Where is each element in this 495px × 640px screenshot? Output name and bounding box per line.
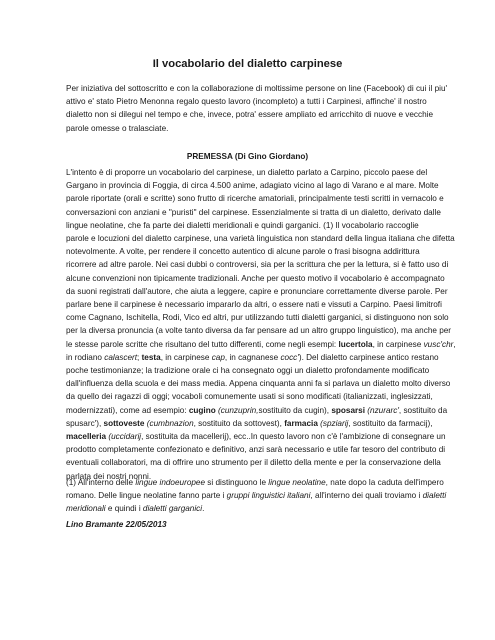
body-text: ). Del dialetto carpinese antico restano: [298, 352, 439, 362]
footnote-term: gruppi linguistici italiani: [226, 491, 311, 501]
footnote-line: [66, 502, 448, 515]
body-line: Gargano in provincia di Foggia, di circa 4.500 anime, adagiato vicino al lago di Varano e al mare. Molte: [66, 181, 439, 191]
body-text: , sostituito da farmacij),: [348, 418, 433, 428]
footnote-text: romano. Delle lingue neolatine fanno parte i: [66, 491, 227, 501]
footnote-term: lingue neolatine: [268, 478, 326, 487]
document-title: Il vocabolario del dialetto carpinese: [152, 58, 343, 70]
body-line: parole riportate (orali e scritte) sono frutto di ricerche amatoriali, principalmente testi scritti in vernacolo e: [66, 194, 444, 204]
footnote-line: [66, 476, 448, 489]
footnote-text: .: [202, 504, 205, 514]
dialect-word: cap: [211, 352, 225, 362]
body-line: eventuali collaboratori, ma di offrire uno strumento per il diletto della mente e per la conservazione della: [66, 458, 441, 468]
footnote-paragraph: [66, 476, 448, 516]
body-line: notevolmente. A volte, per rendere il concetto autentico di alcune parole o frasi bisogna addirittura: [66, 247, 420, 257]
intro-line: attivo e' stato Pietro Menonna regalo questo lavoro (incompleto) a tutti i Carpinesi, affinche' il nostro: [66, 97, 427, 107]
footnote-term: meridionali: [66, 504, 106, 514]
premessa-paragraph: [66, 166, 456, 483]
footnote-text: e quindi i: [105, 504, 143, 514]
body-line: poche testimonianze; la tradizione orale ci ha consegnato oggi un dialetto profondamente modificato: [66, 366, 430, 376]
body-text: ;: [137, 352, 142, 362]
body-text: , sostituito da sottovest),: [193, 418, 285, 428]
body-line: per la diversa pronuncia (a volte tanto diversa da far pensare ad un altro gruppo linguistico), ma anche per: [66, 326, 452, 336]
dialect-word: (spziarij: [317, 418, 349, 428]
dialect-word: cocc': [280, 352, 299, 362]
body-line: dall'influenza della scuola e dei mass media. Appena cinquanta anni fa si parlava un dialetto molto diverso: [66, 379, 451, 389]
dialect-word: (nzurarc': [365, 405, 399, 415]
body-text: le stesse parole scritte che risultano del tutto differenti, come negli esempi:: [66, 339, 339, 349]
body-line: parlare bene il carpinese è necessario impararlo da altri, o essere nati e vissuti a Carpino. Paesi limitrofi: [66, 300, 442, 310]
body-text: , in cagnanese: [224, 352, 281, 362]
footnote-line: [66, 489, 448, 502]
example-word: sposarsi: [331, 405, 366, 415]
example-word: cugino: [188, 405, 216, 415]
body-text: , sostituita da macellerij), ecc..In questo lavoro non c'è l'ambizione di consegnare un: [141, 432, 446, 442]
body-text: , in carpinese: [160, 352, 212, 362]
dialect-word: (cumbnazion: [144, 418, 194, 428]
body-text: , sostituito da: [398, 405, 448, 415]
footnote-text: , all'interno dei quali troviamo i: [310, 491, 423, 501]
body-text: , in carpinese: [372, 339, 424, 349]
footnote-term: lingue indoeuropee: [135, 478, 206, 487]
example-word: testa: [141, 352, 161, 362]
footnote-text: si distinguono le: [205, 478, 269, 487]
body-line: lingue neolatine, che fa parte dei dialetti meridionali e quindi garganici. (1) Il vocabolario raccoglie: [66, 220, 419, 230]
body-line: conversazioni con anziani e "puristi" del carpinese. Essenzialmente si tratta di un dialetto, derivato dalle: [66, 207, 441, 217]
premessa-heading: PREMESSA (Di Gino Giordano): [186, 152, 309, 161]
body-line: parlata dei nostri nonni.: [66, 471, 152, 481]
body-text: spusarc'),: [66, 418, 104, 428]
body-line: [66, 404, 448, 417]
body-line: [66, 338, 456, 351]
dialect-word: (cunzuprin,: [215, 405, 259, 415]
body-text: sostituito da cugin),: [258, 405, 332, 415]
body-line: parole e locuzioni del dialetto carpinese, una varietà linguistica non standard della lingua italiana che difetta: [66, 234, 455, 244]
footnote-term: dialetti: [422, 491, 447, 501]
example-word: farmacia: [284, 418, 318, 428]
footnote-text: (1) All'interno delle: [66, 478, 136, 487]
body-line: [66, 430, 448, 443]
intro-line: dialetto non si dilegui nel tempo e che, invece, potra' essere ampliato ed arricchito di nuove e vecchie: [66, 110, 434, 120]
body-text: modernizzati), come ad esempio:: [66, 405, 189, 415]
footnote-term: dialetti garganici: [142, 504, 203, 514]
body-line: [66, 417, 448, 430]
example-word: sottoveste: [103, 418, 145, 428]
footnote-text: , nate dopo la caduta dell'impero: [325, 478, 444, 487]
example-word: macelleria: [66, 432, 107, 442]
body-line: ricorrere ad altre parole. Nei casi dubbi o controversi, sia per la scrittura che per la lettura, si è fatto uso di: [66, 260, 449, 270]
signature: Lino Bramante 22/05/2013: [66, 520, 167, 529]
body-line: alcune convenzioni non tipicamente tradizionali. Anche per questo motivo il vocabolario è accompagnato: [66, 273, 445, 283]
body-text: in rodiano: [66, 352, 105, 362]
intro-line: parole omesse o tralasciate.: [66, 123, 169, 133]
dialect-word: vusc'chr: [423, 339, 454, 349]
example-word: lucertola: [338, 339, 373, 349]
body-line: L'intento è di proporre un vocabolario del carpinese, un dialetto parlato a Carpino, piccolo paese del: [66, 168, 428, 177]
dialect-word: calascert: [104, 352, 138, 362]
intro-line: Per iniziativa del sottoscritto e con la collaborazione di moltissime persone on line (Facebook) di cui il piu': [66, 84, 448, 93]
body-line: come Cagnano, Ischitella, Rodi, Vico ed altri, pur utilizzando tutti dialetti garganici, si distinguono non solo: [66, 313, 449, 323]
body-line: [66, 351, 448, 364]
body-line: prodotto completamente confezionato e definitivo, anzi sarà necessario e utile far tesoro del contributo di: [66, 445, 446, 455]
body-text: ,: [453, 339, 456, 349]
dialect-word: (uccidarij: [106, 432, 142, 442]
body-line: da quello dei ragazzi di oggi; vocaboli comunemente usati si sono modificati (italianizzati, inglesizzati,: [66, 392, 433, 402]
body-line: da suoni registrati dall'autore, che aiuta a leggere, capire e pronunciare correttamente diverse parole. Per: [66, 286, 448, 296]
intro-paragraph: [66, 82, 446, 135]
